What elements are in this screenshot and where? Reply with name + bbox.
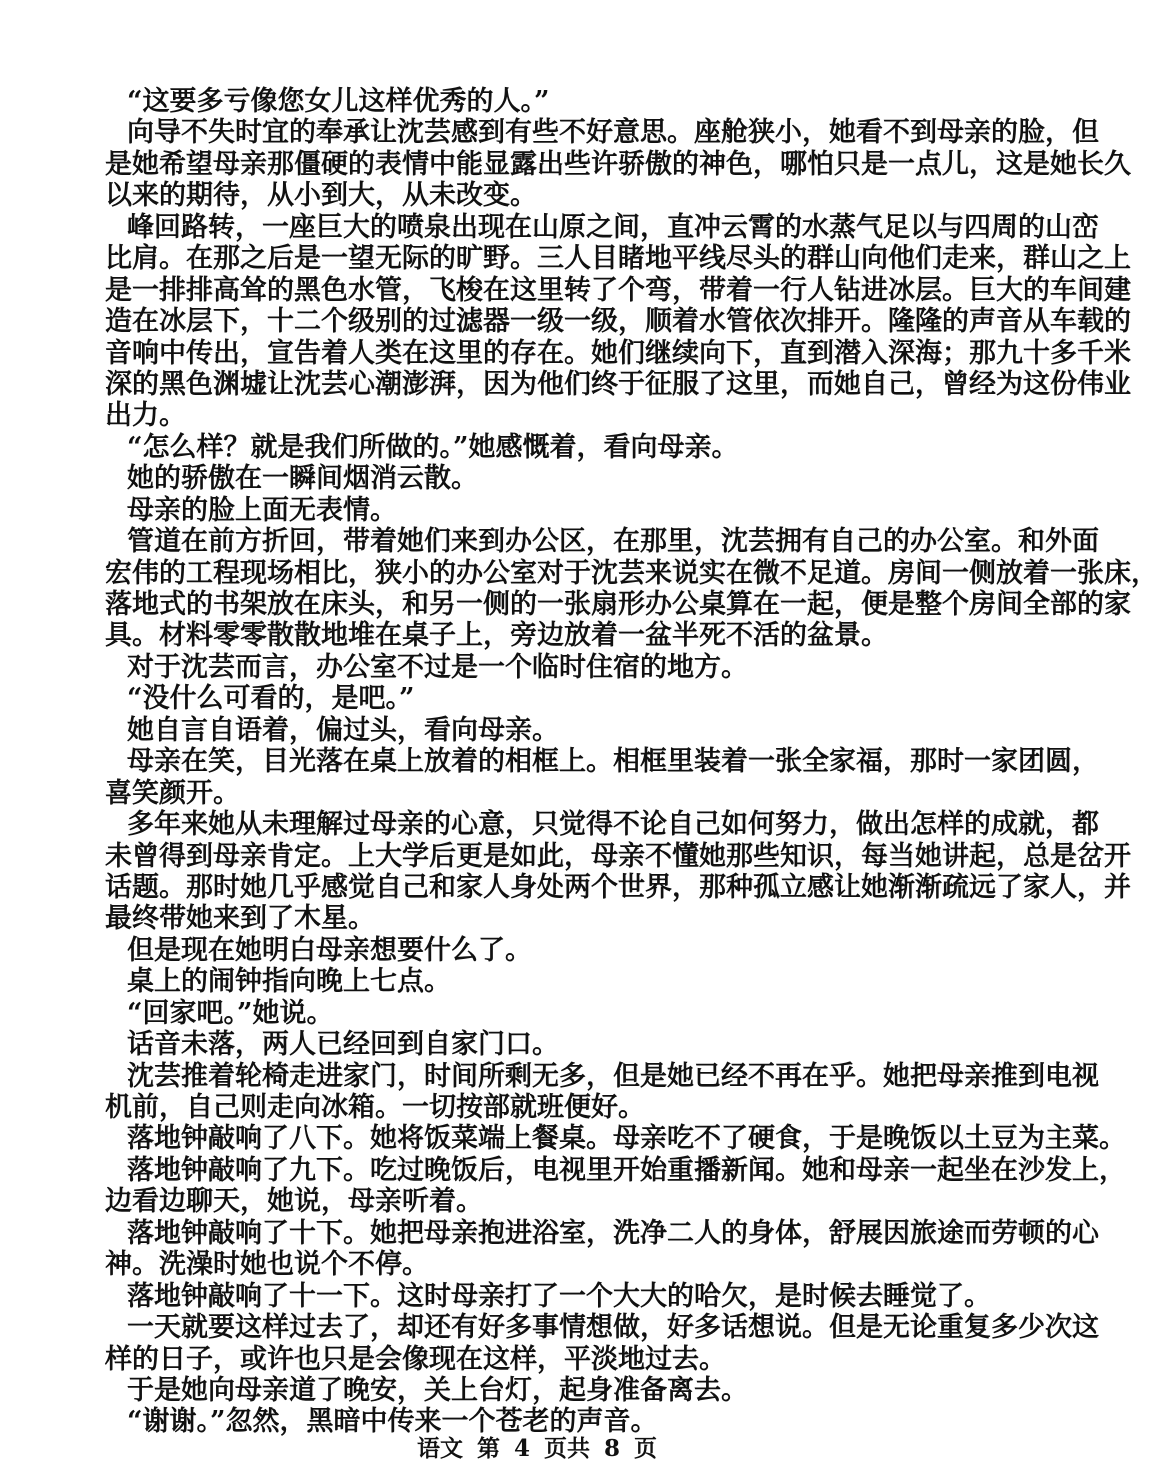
text-line: 具。材料零零散散地堆在桌子上，旁边放着一盆半死不活的盆景。 [105, 620, 888, 652]
paragraph [105, 1217, 1099, 1281]
paragraph [105, 1029, 955, 1060]
paragraph [105, 683, 955, 714]
text-line: 是一排排高耸的黑色水管，飞梭在这里转了个弯，带着一行人钻进冰层。巨大的车间建 [105, 274, 1131, 306]
paragraph [105, 1312, 1099, 1375]
text-line: 音响中传出，宣告着人类在这里的存在。她们继续向下，直到潜入深海；那九十多千米 [105, 337, 1131, 369]
text-line: 是她希望母亲那僵硬的表情中能显露出些许骄傲的神色，哪怕只是一点儿，这是她长久 [105, 148, 1131, 180]
paragraph [105, 117, 1131, 212]
text-line: 她自言自语着，偏过头，看向母亲。 [127, 714, 559, 746]
text-line: 峰回路转，一座巨大的喷泉出现在山原之间，直冲云霄的水蒸气足以与四周的山峦 [127, 211, 1099, 243]
passage-body [105, 86, 1158, 1438]
text-line: 于是她向母亲道了晚安，关上台灯，起身准备离去。 [127, 1374, 748, 1406]
paragraph [105, 1280, 991, 1312]
text-line: 多年来她从未理解过母亲的心意，只觉得不论自己如何努力，做出怎样的成就，都 [127, 809, 1099, 841]
paragraph [105, 935, 955, 966]
paragraph [105, 746, 1099, 809]
paragraph [105, 652, 955, 683]
text-line: “没什么可看的，是吧。” [127, 683, 415, 715]
text-line: 沈芸推着轮椅走进家门，时间所剩无多，但是她已经不再在乎。她把母亲推到电视 [127, 1060, 1099, 1092]
text-line: 母亲在笑，目光落在桌上放着的相框上。相框里装着一张全家福，那时一家团圆， [127, 746, 1099, 778]
paragraph [105, 1154, 1126, 1218]
text-line: 母亲的脸上面无表情。 [127, 494, 397, 526]
text-line: 机前，自己则走向冰箱。一切按部就班便好。 [105, 1092, 645, 1123]
paragraph [105, 809, 1131, 935]
text-line: 以来的期待，从小到大，从未改变。 [105, 180, 537, 212]
text-line: 未曾得到母亲肯定。上大学后更是如此，母亲不懂她那些知识，每当她讲起，总是岔开 [105, 840, 1131, 872]
paragraph [105, 86, 955, 117]
text-line: 深的黑色渊墟让沈芸心潮澎湃，因为他们终于征服了这里，而她自己，曾经为这份伟业 [105, 368, 1131, 400]
text-line: 话题。那时她几乎感觉自己和家人身处两个世界，那种孤立感让她渐渐疏远了家人，并 [105, 871, 1131, 903]
paragraph [105, 211, 1131, 432]
text-line: 管道在前方折回，带着她们来到办公区，在那里，沈芸拥有自己的办公室。和外面 [127, 526, 1099, 558]
text-line: 出力。 [105, 400, 186, 432]
text-line: “谢谢。”忽然，黑暗中传来一个苍老的声音。 [127, 1406, 658, 1438]
paragraph [105, 495, 955, 526]
text-line: 落地钟敲响了十下。她把母亲抱进浴室，洗净二人的身体，舒展因旅途而劳顿的心 [127, 1217, 1099, 1249]
text-line: “这要多亏像您女儿这样优秀的人。” [127, 86, 550, 117]
text-line: 样的日子，或许也只是会像现在这样，平淡地过去。 [105, 1343, 726, 1375]
text-line: 比肩。在那之后是一望无际的旷野。三人目睹地平线尽头的群山向他们走来，群山之上 [105, 243, 1131, 275]
text-line: 一天就要这样过去了，却还有好多事情想做，好多话想说。但是无论重复多少次这 [127, 1312, 1099, 1344]
text-line: 但是现在她明白母亲想要什么了。 [127, 934, 532, 966]
text-line: 向导不失时宜的奉承让沈芸感到有些不好意思。座舱狭小，她看不到母亲的脸，但 [127, 117, 1099, 149]
paragraph [105, 966, 955, 997]
text-line: 最终带她来到了木星。 [105, 903, 375, 935]
text-line: 落地钟敲响了八下。她将饭菜端上餐桌。母亲吃不了硬食，于是晚饭以土豆为主菜。 [127, 1123, 1126, 1155]
text-line: 落地钟敲响了九下。吃过晚饭后，电视里开始重播新闻。她和母亲一起坐在沙发上， [127, 1154, 1126, 1186]
paragraph [105, 1123, 1126, 1155]
text-line: 神。洗澡时她也说个不停。 [105, 1249, 429, 1281]
text-line: 她的骄傲在一瞬间烟消云散。 [127, 463, 478, 495]
paragraph [105, 526, 1158, 652]
paragraph [105, 1060, 1099, 1124]
text-line: “回家吧。”她说。 [127, 997, 334, 1029]
paragraph [105, 1375, 955, 1406]
paragraph [105, 998, 955, 1029]
text-line: 对于沈芸而言，办公室不过是一个临时住宿的地方。 [127, 651, 748, 683]
text-line: 边看边聊天，她说，母亲听着。 [105, 1186, 483, 1218]
text-line: 落地式的书架放在床头，和另一侧的一张扇形办公桌算在一起，便是整个房间全部的家 [105, 589, 1131, 620]
text-line: “怎么样？就是我们所做的。”她感慨着，看向母亲。 [127, 431, 739, 463]
paragraph [105, 432, 955, 463]
paragraph [105, 715, 955, 746]
page-footer: 语文 第 4 页共 8 页 [416, 1435, 658, 1462]
text-line: 造在冰层下，十二个级别的过滤器一级一级，顺着水管依次排开。隆隆的声音从车载的 [105, 306, 1131, 338]
text-line: 桌上的闹钟指向晚上七点。 [127, 966, 451, 998]
text-line: 喜笑颜开。 [105, 777, 240, 809]
text-line: 宏伟的工程现场相比，狭小的办公室对于沈芸来说实在微不足道。房间一侧放着一张床， [105, 557, 1158, 589]
text-line: 话音未落，两人已经回到自家门口。 [127, 1029, 559, 1061]
text-line: 落地钟敲响了十一下。这时母亲打了一个大大的哈欠，是时候去睡觉了。 [127, 1280, 991, 1312]
paragraph [105, 463, 955, 494]
